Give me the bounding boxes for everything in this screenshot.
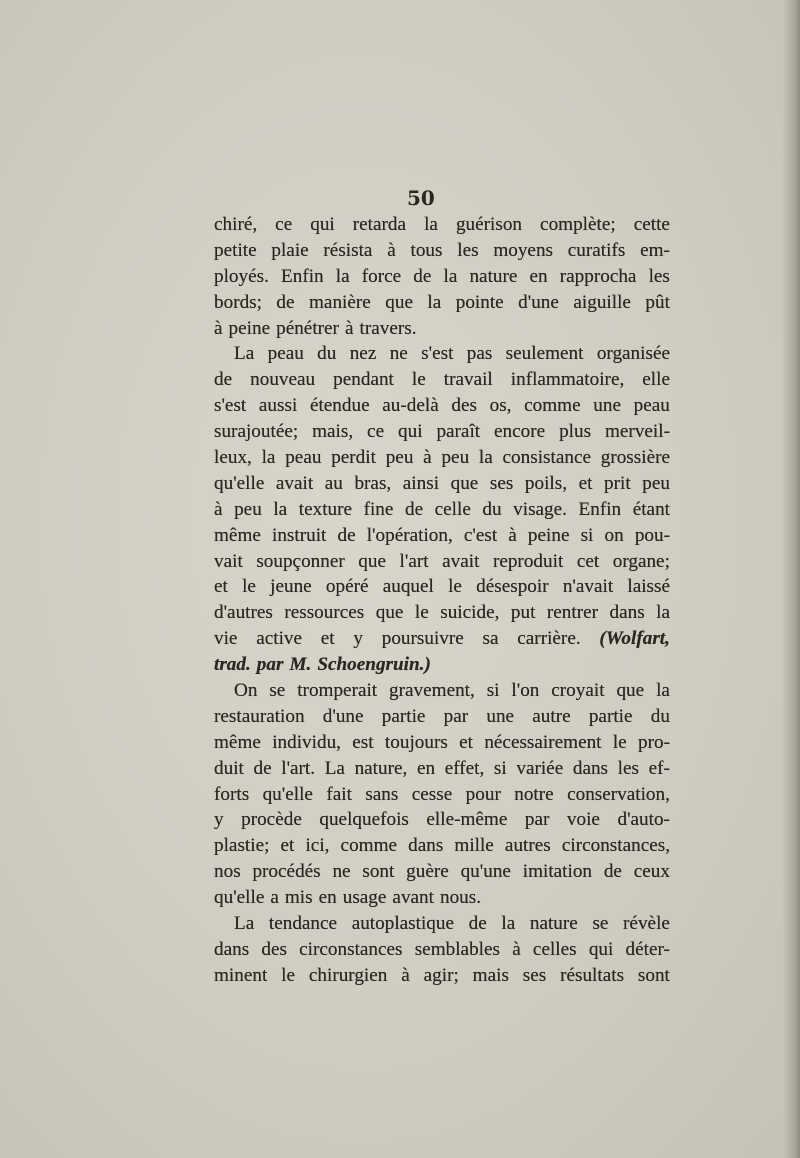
text-line: La peau du nez ne s'est pas seulement organisée: [234, 343, 670, 365]
text-line: dans des circonstances semblables à celles qui déter-: [214, 938, 670, 960]
text-line: même individu, est toujours et nécessairement le pro-: [214, 731, 670, 753]
text-line: ployés. Enfin la force de la nature en rapprocha les: [214, 265, 670, 287]
text-line: restauration d'une partie par une autre partie du: [214, 705, 670, 727]
text-line: chiré, ce qui retarda la guérison complète; cette: [214, 214, 670, 235]
text-line: trad. par M. Schoengruin.): [214, 654, 431, 676]
text-line: à peine pénétrer à travers.: [214, 317, 417, 339]
text-line: vie active et y poursuivre sa carrière. (Wolfart,: [214, 628, 670, 650]
text-line: qu'elle avait au bras, ainsi que ses poils, et prit peu: [214, 472, 670, 494]
text-line: qu'elle a mis en usage avant nous.: [214, 887, 482, 909]
text-line: minent le chirurgien à agir; mais ses résultats sont: [214, 964, 670, 986]
body-text: [214, 212, 670, 989]
text-line: forts qu'elle fait sans cesse pour notre conservation,: [214, 783, 670, 805]
text-line: On se tromperait gravement, si l'on croyait que la: [234, 680, 670, 702]
text-line: à peu la texture fine de celle du visage. Enfin étant: [214, 498, 670, 520]
text-line: surajoutée; mais, ce qui paraît encore plus merveil-: [214, 421, 670, 443]
text-line: de nouveau pendant le travail inflammatoire, elle: [214, 369, 670, 391]
text-line: leux, la peau perdit peu à peu la consistance grossière: [214, 447, 670, 469]
text-line: et le jeune opéré auquel le désespoir n'avait laissé: [214, 576, 670, 598]
text-line: plastie; et ici, comme dans mille autres circonstances,: [214, 835, 670, 857]
page-edge: [782, 0, 800, 1158]
text-line: d'autres ressources que le suicide, put rentrer dans la: [214, 602, 670, 624]
text-line: s'est aussi étendue au-delà des os, comme une peau: [214, 395, 670, 417]
text-line: vait soupçonner que l'art avait reproduit cet organe;: [214, 550, 670, 572]
text-line: duit de l'art. La nature, en effet, si variée dans les ef-: [214, 757, 670, 779]
text-line: bords; de manière que la pointe d'une aiguille pût: [214, 291, 670, 313]
text-line: y procède quelquefois elle-même par voie d'auto-: [214, 809, 670, 831]
text-line: petite plaie résista à tous les moyens curatifs em-: [214, 239, 670, 261]
text-line: nos procédés ne sont guère qu'une imitation de ceux: [214, 861, 670, 883]
page-number: 50: [407, 186, 435, 210]
text-line: La tendance autoplastique de la nature se révèle: [234, 913, 670, 935]
text-line: même instruit de l'opération, c'est à peine si on pou-: [214, 524, 670, 546]
